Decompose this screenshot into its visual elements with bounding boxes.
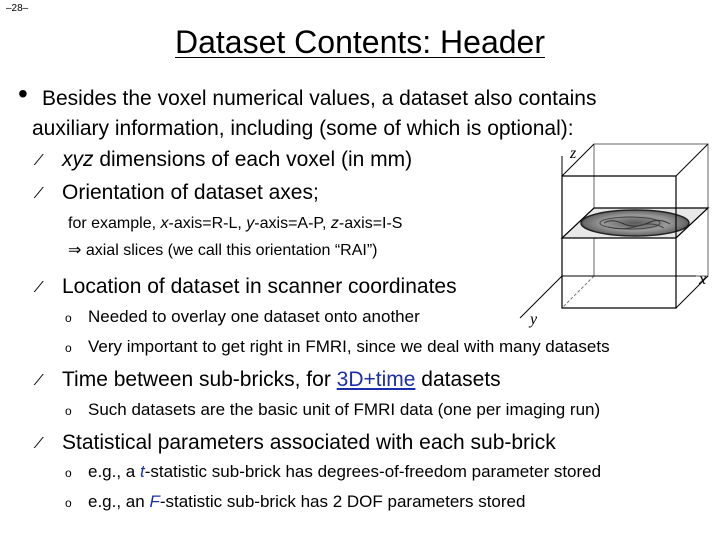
bullet-line-2: auxiliary information, including (some of which is optional):: [32, 117, 574, 140]
stat-sub-1-text-2: -statistic sub-brick has degrees-of-freedom parameter stored: [144, 462, 602, 481]
example-text-4: -axis=I-S: [338, 215, 403, 232]
orientation-example: [68, 215, 402, 233]
sub-sub-marker: o: [65, 466, 72, 480]
item-xyz: [62, 148, 412, 172]
stat-sub-1-text-1: e.g., a: [88, 462, 140, 481]
sub-sub-marker: o: [65, 404, 72, 418]
item-time: [62, 368, 501, 392]
stat-sub-1: [88, 462, 601, 482]
axial-line: [68, 240, 378, 260]
time-text-pre: Time between sub-bricks, for: [62, 368, 337, 391]
example-y: y: [246, 215, 255, 232]
cube-edge: [676, 144, 708, 176]
bullet-dot: •: [18, 78, 28, 109]
sub-bullet-marker: ∕: [38, 185, 41, 202]
location-sub-1: Needed to overlay one dataset onto another: [88, 307, 420, 326]
sub-bullet-marker: ∕: [38, 435, 41, 452]
stat-sub-2-text-2: -statistic sub-brick has 2 DOF parameters stored: [159, 492, 526, 511]
slide-title: [0, 24, 720, 61]
axial-text: axial slices (we call this orientation “RAI”): [81, 242, 378, 259]
cube-edge-hidden: [562, 276, 594, 308]
f-symbol: F: [149, 492, 160, 511]
example-text-3: -axis=A-P,: [254, 215, 331, 232]
time-sub: Such datasets are the basic unit of FMRI data (one per imaging run): [88, 400, 601, 419]
example-text-1: for example,: [68, 215, 161, 232]
sub-bullet-marker: ∕: [38, 279, 41, 296]
xyz-rest: dimensions of each voxel (in mm): [93, 148, 413, 171]
x-axis-label: x: [699, 271, 707, 288]
dataset-orientation-figure: [512, 138, 712, 330]
xyz-italic: xyz: [62, 148, 94, 171]
sub-sub-marker: o: [65, 496, 72, 510]
sub-bullet-marker: ∕: [38, 152, 41, 169]
example-z: z: [330, 215, 339, 232]
time-text-post: datasets: [415, 368, 501, 391]
example-text-2: -axis=R-L,: [168, 215, 247, 232]
cube-edge: [562, 144, 594, 176]
item-stat: Statistical parameters associated with each sub-brick: [62, 431, 556, 454]
3d-time-link[interactable]: 3D+time: [336, 368, 416, 391]
item-location: Location of dataset in scanner coordinates: [62, 275, 457, 298]
sub-bullet-marker: ∕: [38, 372, 41, 389]
y-axis: [520, 276, 562, 318]
stat-sub-2: [88, 492, 525, 512]
y-axis-label: y: [530, 311, 538, 328]
implies-arrow: ⇒: [68, 242, 82, 259]
t-symbol: t: [139, 462, 145, 481]
cube-front-face: [562, 176, 676, 308]
bullet-line-1: Besides the voxel numerical values, a dataset also contains: [42, 87, 597, 110]
page-number: –28–: [6, 3, 29, 14]
item-orientation: Orientation of dataset axes;: [62, 181, 319, 204]
sub-sub-marker: o: [65, 311, 72, 325]
location-sub-2: Very important to get right in FMRI, since we deal with many datasets: [88, 337, 610, 356]
stat-sub-2-text-1: e.g., an: [88, 492, 150, 511]
sub-sub-marker: o: [65, 341, 72, 355]
brain-slice-image: [581, 210, 689, 236]
z-axis-label: z: [570, 145, 577, 162]
slide-title-text: Dataset Contents: Header: [175, 24, 545, 60]
example-x: x: [160, 215, 169, 232]
